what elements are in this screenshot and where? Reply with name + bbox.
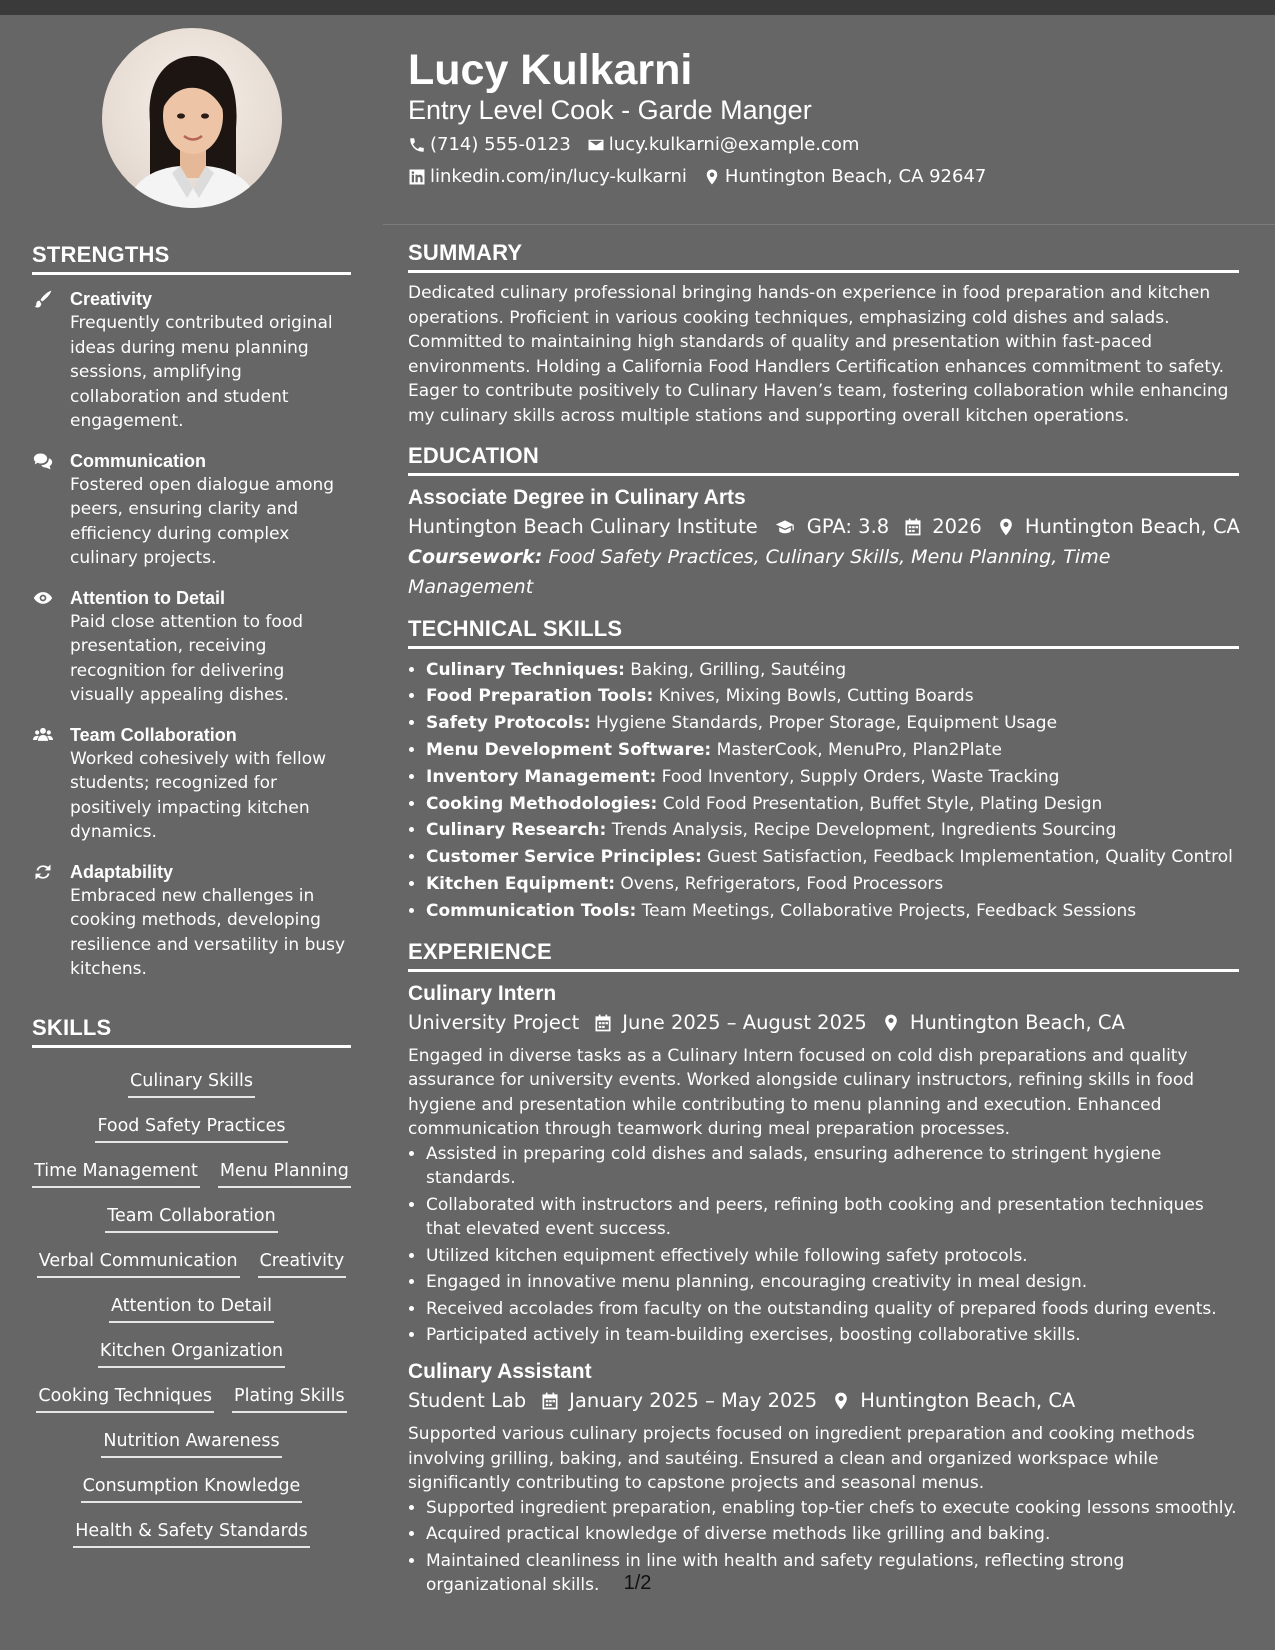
list-item: • Utilized kitchen equipment effectively while following safety protocols. bbox=[426, 1244, 1239, 1269]
technical-skills-section bbox=[408, 616, 1239, 925]
skill-tag: Team Collaboration bbox=[105, 1204, 277, 1233]
experience-heading: EXPERIENCE bbox=[408, 939, 1239, 972]
strength-description: Frequently contributed original ideas during menu planning sessions, amplifying collaboration and student engagement. bbox=[70, 313, 333, 431]
skill-tag: Plating Skills bbox=[232, 1384, 347, 1413]
map-pin-icon bbox=[881, 1013, 901, 1033]
skill-tag: Consumption Knowledge bbox=[81, 1474, 303, 1503]
job-dates: June 2025 – August 2025 bbox=[593, 1008, 867, 1038]
eye-icon bbox=[32, 588, 54, 608]
skill-tag: Culinary Skills bbox=[128, 1069, 255, 1098]
skills-list bbox=[32, 1069, 351, 1564]
coursework-label: Coursework: bbox=[408, 545, 543, 568]
calendar-icon bbox=[540, 1391, 560, 1411]
phone-number: (714) 555-0123 bbox=[430, 134, 571, 155]
job-bullets bbox=[408, 1142, 1239, 1348]
candidate-title: Entry Level Cook - Garde Manger bbox=[408, 95, 812, 125]
skill-tag: Creativity bbox=[258, 1249, 347, 1278]
linkedin-icon bbox=[408, 168, 426, 186]
contact-row bbox=[408, 133, 875, 157]
list-item: • Inventory Management: Food Inventory, Supply Orders, Waste Tracking bbox=[426, 764, 1239, 791]
sync-icon bbox=[32, 862, 54, 882]
job-summary: Supported various culinary projects focused on ingredient preparation and cooking methods involving grilling, baking, and sautéing. Ensured a clean and organized workspace while significantly contributing to capstone projects and seasonal menus. bbox=[408, 1423, 1195, 1494]
paintbrush-icon bbox=[32, 289, 54, 309]
experience-section bbox=[408, 939, 1239, 1598]
strength-item bbox=[32, 287, 351, 434]
education-heading: EDUCATION bbox=[408, 443, 1239, 476]
strength-description: Embraced new challenges in cooking methods, developing resilience and versatility in busy kitchens. bbox=[70, 885, 346, 979]
list-item: • Kitchen Equipment: Ovens, Refrigerators, Food Processors bbox=[426, 871, 1239, 898]
list-item: • Culinary Techniques: Baking, Grilling, Sautéing bbox=[426, 657, 1239, 684]
job-location: Huntington Beach, CA bbox=[881, 1008, 1125, 1038]
skill-tag: Verbal Communication bbox=[37, 1249, 240, 1278]
job-location: Huntington Beach, CA bbox=[831, 1386, 1075, 1416]
job-organization: Student Lab bbox=[408, 1388, 527, 1412]
list-item: • Assisted in preparing cold dishes and salads, ensuring adherence to stringent hygiene standards. bbox=[426, 1142, 1239, 1191]
list-item: • Engaged in innovative menu planning, encouraging creativity in meal design. bbox=[426, 1270, 1239, 1295]
strength-description: Worked cohesively with fellow students; recognized for positively impacting kitchen dynamics. bbox=[70, 748, 327, 842]
job-meta bbox=[408, 1386, 1239, 1416]
skill-tag: Nutrition Awareness bbox=[101, 1429, 281, 1458]
gpa: GPA: 3.8 bbox=[772, 512, 889, 542]
coursework-list: Food Safety Practices, Culinary Skills, Menu Planning, Time Management bbox=[408, 545, 1111, 598]
school-name: Huntington Beach Culinary Institute bbox=[408, 514, 758, 538]
list-item: • Customer Service Principles: Guest Satisfaction, Feedback Implementation, Quality Control bbox=[426, 844, 1239, 871]
linkedin-url: linkedin.com/in/lucy-kulkarni bbox=[430, 166, 687, 187]
page-number: 1/2 bbox=[623, 1572, 652, 1594]
list-item: • Collaborated with instructors and peers, refining both cooking and presentation techniques that elevated event success. bbox=[426, 1193, 1239, 1242]
list-item: • Communication Tools: Team Meetings, Collaborative Projects, Feedback Sessions bbox=[426, 898, 1239, 925]
strength-description: Fostered open dialogue among peers, ensuring clarity and efficiency during complex culinary projects. bbox=[70, 474, 335, 568]
phone-contact[interactable] bbox=[408, 133, 571, 157]
calendar-icon bbox=[593, 1013, 613, 1033]
list-item: • Supported ingredient preparation, enabling top-tier chefs to execute cooking lessons smoothly. bbox=[426, 1496, 1239, 1521]
graduation-cap-icon bbox=[772, 517, 798, 537]
linkedin-contact[interactable] bbox=[408, 165, 687, 189]
strength-title: Attention to Detail bbox=[70, 587, 225, 608]
header-divider bbox=[383, 224, 1275, 225]
education-meta bbox=[408, 512, 1239, 542]
contact-row bbox=[408, 165, 1002, 189]
list-item: • Acquired practical knowledge of diverse methods like grilling and baking. bbox=[426, 1522, 1239, 1547]
job-role: Culinary Intern bbox=[408, 981, 557, 1005]
coursework bbox=[408, 542, 1239, 602]
map-pin-icon bbox=[996, 517, 1016, 537]
job-meta bbox=[408, 1008, 1239, 1038]
top-bar bbox=[0, 0, 1275, 15]
list-item: • Culinary Research: Trends Analysis, Recipe Development, Ingredients Sourcing bbox=[426, 817, 1239, 844]
summary-text: Dedicated culinary professional bringing hands-on experience in food preparation and kitchen operations. Proficient in various cooking techniques, emphasizing cold dishes and salads. Committed to maintaining high standards of quality and presentation within fast-paced environments. Holding a California Food Handlers Certification enhances commitment to safety. Eager to contribute positively to Culinary Haven’s team, fostering collaboration while enhancing my culinary skills across multiple stations and supporting overall kitchen operations. bbox=[408, 283, 1229, 426]
envelope-icon bbox=[587, 136, 605, 154]
skill-tag: Attention to Detail bbox=[109, 1294, 274, 1323]
users-icon bbox=[32, 725, 54, 745]
location-text: Huntington Beach, CA 92647 bbox=[724, 166, 987, 187]
strength-title: Creativity bbox=[70, 289, 153, 309]
list-item: • Food Preparation Tools: Knives, Mixing Bowls, Cutting Boards bbox=[426, 683, 1239, 710]
skill-tag: Menu Planning bbox=[218, 1159, 351, 1188]
candidate-name: Lucy Kulkarni bbox=[408, 46, 693, 94]
education-location: Huntington Beach, CA bbox=[996, 512, 1240, 542]
skill-tag: Food Safety Practices bbox=[95, 1114, 287, 1143]
strength-item bbox=[32, 723, 351, 845]
summary-section bbox=[408, 240, 1239, 429]
technical-skills-list bbox=[408, 657, 1239, 925]
strength-title: Team Collaboration bbox=[70, 724, 237, 745]
list-item: • Participated actively in team-building exercises, boosting collaborative skills. bbox=[426, 1323, 1239, 1348]
strength-item bbox=[32, 860, 351, 982]
job-role: Culinary Assistant bbox=[408, 1359, 592, 1383]
skill-tag: Kitchen Organization bbox=[98, 1339, 285, 1368]
strength-item bbox=[32, 586, 351, 708]
calendar-icon bbox=[903, 517, 923, 537]
map-pin-icon bbox=[831, 1391, 851, 1411]
list-item: • Received accolades from faculty on the outstanding quality of prepared foods during events. bbox=[426, 1297, 1239, 1322]
strengths-list bbox=[32, 287, 351, 997]
location-contact bbox=[703, 165, 987, 189]
job-dates: January 2025 – May 2025 bbox=[540, 1386, 817, 1416]
list-item: • Menu Development Software: MasterCook, MenuPro, Plan2Plate bbox=[426, 737, 1239, 764]
job-organization: University Project bbox=[408, 1010, 580, 1034]
strength-description: Paid close attention to food presentation, receiving recognition for delivering visually appealing dishes. bbox=[70, 611, 304, 705]
profile-photo bbox=[102, 28, 282, 208]
chat-bubbles-icon bbox=[32, 451, 54, 471]
strength-item bbox=[32, 449, 351, 571]
map-pin-icon bbox=[703, 168, 721, 186]
technical-skills-heading: TECHNICAL SKILLS bbox=[408, 616, 1239, 649]
list-item: • Cooking Methodologies: Cold Food Presentation, Buffet Style, Plating Design bbox=[426, 791, 1239, 818]
skill-tag: Time Management bbox=[32, 1159, 200, 1188]
main-column bbox=[408, 240, 1239, 1612]
strengths-heading: STRENGTHS bbox=[32, 242, 351, 275]
skills-heading: SKILLS bbox=[32, 1015, 351, 1048]
phone-icon bbox=[408, 136, 426, 154]
experience-entry bbox=[408, 1358, 1239, 1598]
graduation-year: 2026 bbox=[903, 512, 982, 542]
education-section bbox=[408, 443, 1239, 602]
email-contact[interactable] bbox=[587, 133, 860, 157]
strength-title: Adaptability bbox=[70, 861, 174, 882]
degree-title: Associate Degree in Culinary Arts bbox=[408, 485, 746, 509]
summary-heading: SUMMARY bbox=[408, 240, 1239, 273]
list-item: • Maintained cleanliness in line with health and safety regulations, reflecting strong organizational skills. bbox=[426, 1549, 1239, 1598]
list-item: • Safety Protocols: Hygiene Standards, Proper Storage, Equipment Usage bbox=[426, 710, 1239, 737]
skill-tag: Health & Safety Standards bbox=[73, 1519, 310, 1548]
email-address: lucy.kulkarni@example.com bbox=[608, 134, 860, 155]
job-summary: Engaged in diverse tasks as a Culinary Intern focused on cold dish preparations and quality assurance for university events. Worked alongside culinary instructors, refining skills in food hygiene and presentation while contributing to menu planning and execution. Enhanced communication through teamwork during meal preparation processes. bbox=[408, 1045, 1195, 1140]
experience-entry bbox=[408, 980, 1239, 1348]
strength-title: Communication bbox=[70, 450, 207, 471]
skill-tag: Cooking Techniques bbox=[36, 1384, 214, 1413]
